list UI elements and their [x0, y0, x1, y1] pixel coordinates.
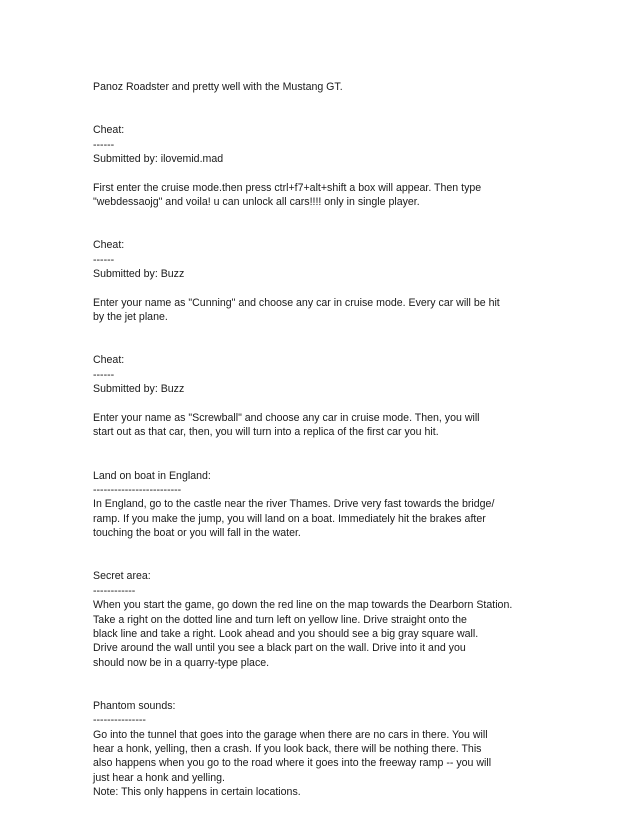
section-body-line: ramp. If you make the jump, you will land on a boat. Immediately hit the brakes after — [93, 512, 486, 525]
cheat-section-2 — [93, 238, 563, 324]
section-body-line: by the jet plane. — [93, 311, 168, 324]
section-body-line: When you start the game, go down the red line on the map towards the Dearborn Station. — [93, 599, 513, 612]
section-underline: ------------ — [93, 584, 136, 597]
section-underline: ------ — [93, 138, 115, 151]
spacer — [93, 166, 563, 180]
secret-area-section — [93, 569, 563, 670]
section-body-line: hear a honk, yelling, then a crash. If you look back, there will be nothing there. This — [93, 743, 482, 756]
spacer — [93, 440, 563, 469]
section-underline: ------------------------- — [93, 484, 182, 496]
section-body-line: "webdessaojg" and voila! u can unlock all cars!!!! only in single player. — [93, 196, 420, 209]
spacer — [93, 210, 563, 239]
spacer — [93, 670, 563, 699]
section-body-line: Enter your name as "Cunning" and choose any car in cruise mode. Every car will be hit — [93, 296, 500, 309]
section-heading: Cheat: — [93, 239, 125, 252]
spacer — [93, 282, 563, 296]
intro-line: Panoz Roadster and pretty well with the Mustang GT. — [93, 81, 343, 93]
spacer — [93, 325, 563, 354]
section-body-line: Note: This only happens in certain locations. — [93, 786, 301, 799]
section-body-line: In England, go to the castle near the river Thames. Drive very fast towards the bridge/ — [93, 498, 495, 511]
section-body-line: touching the boat or you will fall in the water. — [93, 527, 301, 540]
cheat-section-1 — [93, 123, 563, 209]
section-underline: ------ — [93, 368, 115, 381]
section-body-line: start out as that car, then, you will turn into a replica of the first car you hit. — [93, 426, 439, 439]
section-body-line: Drive around the wall until you see a black part on the wall. Drive into it and you — [93, 642, 466, 655]
section-underline: --------------- — [93, 714, 146, 727]
submitted-by: Submitted by: ilovemid.mad — [93, 152, 224, 165]
section-heading: Cheat: — [93, 354, 125, 367]
section-body-line: black line and take a right. Look ahead and you should see a big gray square wall. — [93, 627, 479, 640]
section-body-line: Take a right on the dotted line and turn left on yellow line. Drive straight onto the — [93, 613, 467, 626]
document-body — [93, 80, 563, 800]
spacer — [93, 94, 563, 123]
land-on-boat-section — [93, 469, 563, 541]
section-heading: Land on boat in England: — [93, 469, 211, 482]
section-body-line: just hear a honk and yelling. — [93, 771, 225, 784]
section-body-line: Enter your name as "Screwball" and choose any car in cruise mode. Then, you will — [93, 412, 480, 425]
submitted-by: Submitted by: Buzz — [93, 383, 185, 396]
section-underline: ------ — [93, 253, 115, 266]
section-body-line: also happens when you go to the road where it goes into the freeway ramp -- you will — [93, 757, 492, 770]
section-body-line: should now be in a quarry-type place. — [93, 656, 270, 669]
section-heading: Phantom sounds: — [93, 699, 176, 712]
cheat-section-3 — [93, 353, 563, 439]
submitted-by: Submitted by: Buzz — [93, 268, 185, 281]
spacer — [93, 397, 563, 411]
section-body-line: Go into the tunnel that goes into the garage when there are no cars in there. You will — [93, 728, 488, 741]
section-heading: Secret area: — [93, 570, 151, 583]
section-body-line: First enter the cruise mode.then press ctrl+f7+alt+shift a box will appear. Then type — [93, 181, 482, 194]
phantom-sounds-section — [93, 699, 563, 800]
section-heading: Cheat: — [93, 124, 125, 137]
spacer — [93, 541, 563, 570]
